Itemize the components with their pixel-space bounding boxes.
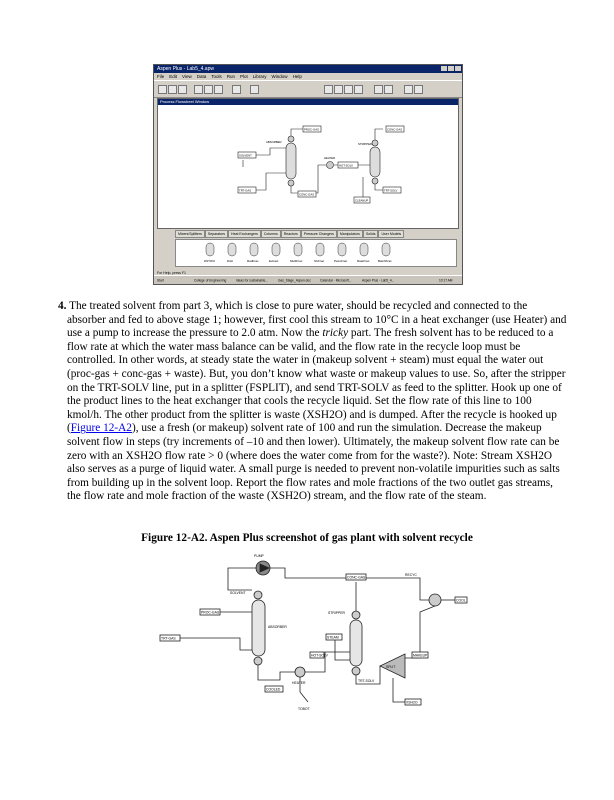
solvent-line <box>256 148 286 155</box>
menu-edit[interactable]: Edit <box>169 74 178 79</box>
hot-solv-label: HOT-SOLV <box>311 653 328 658</box>
stop-icon[interactable] <box>344 85 353 94</box>
split-to-cooler-line <box>405 606 435 658</box>
proc-gas-label: PROC-GAS <box>201 610 220 615</box>
recyc-label: RECYC <box>405 573 417 577</box>
cooled-label: COOLED <box>266 687 281 692</box>
maximize-icon[interactable] <box>448 66 454 71</box>
results-icon[interactable] <box>374 85 383 94</box>
absorber-condenser-icon <box>288 136 294 142</box>
extract-label: Extract <box>269 259 279 263</box>
menu-run[interactable]: Run <box>226 74 236 79</box>
save-icon[interactable] <box>178 85 187 94</box>
tab-manipulators[interactable]: Manipulators <box>337 230 363 238</box>
status-bar: For Help, press F1 <box>157 271 186 275</box>
heater-label: HEATER <box>324 156 336 160</box>
tab-user-models[interactable]: User Models <box>378 230 404 238</box>
item-number: 4. <box>58 300 67 312</box>
heater-icon <box>295 667 305 677</box>
taskbar-item-gas-stage[interactable]: Gas_Stage_Aspen.doc <box>278 278 311 283</box>
absorber-block[interactable] <box>286 143 296 179</box>
conc-gas-label: CONC-GAS <box>347 575 366 580</box>
cool-label: COOL <box>456 598 466 603</box>
menu-window[interactable]: Window <box>271 74 288 79</box>
menu-library[interactable]: Library <box>252 74 267 79</box>
radfrac-label: RadFrac <box>247 259 259 263</box>
taskbar <box>154 275 462 284</box>
proc-gas-label: PROC-GAS <box>304 127 319 132</box>
tobot-label: TOBOT <box>298 707 310 711</box>
radfrac-icon[interactable] <box>250 243 258 256</box>
petrofrac-label: PetroFrac <box>334 259 348 263</box>
tab-reactors[interactable]: Reactors <box>281 230 301 238</box>
absorber-bottom-hx-icon <box>254 657 262 665</box>
steam-label: STEAM <box>327 635 339 640</box>
model-library-tabs <box>175 230 455 238</box>
reinit-icon[interactable] <box>354 85 363 94</box>
heater-block[interactable] <box>327 162 334 169</box>
proc-gas-line <box>291 129 303 136</box>
menu-help[interactable]: Help <box>292 74 302 79</box>
trt-solv-label: TRT-SOLV <box>384 188 398 193</box>
absorber-bottom-line <box>258 665 295 680</box>
absorber-reboiler-icon <box>288 180 294 186</box>
taskbar-item-calendar[interactable]: Calendar - Microsoft... <box>320 278 352 283</box>
item-text-part3: ), use a fresh (or makeup) solvent rate of 100 and run the simulation. Decrease the makeup solvent flow in steps (try increments of –10 and then lower). Ultimately, the makeup solvent flow rate can be zero with an XSH2O flow rate > 0 (where does the water come from for the waste?). Note: Stream XSH2O also serves as a purge of liquid water. A small purge is needed to prevent non-volatile impurities such as salts from building up in the solvent loop. Report the flow rates and mole fractions of the two outlet gas streams, the flow rate and mole fraction of the waste (XSH2O) stream, and the flow rate of the steam. <box>67 422 560 503</box>
flowsheet-diagram[interactable] <box>158 105 456 226</box>
dstwu-label: DSTWU <box>204 259 215 263</box>
batchfrac-icon[interactable] <box>382 243 390 256</box>
aspen-screenshot <box>153 64 463 285</box>
absorber-column <box>252 600 265 656</box>
item-emphasis: tricky <box>322 327 349 340</box>
cut-icon[interactable] <box>194 85 203 94</box>
distl-label: Distl <box>227 259 233 263</box>
scfrac-icon[interactable] <box>316 243 324 256</box>
petrofrac-icon[interactable] <box>338 243 346 256</box>
tab-columns[interactable]: Columns <box>261 230 281 238</box>
window-title: Aspen Plus - Lab5_4.apw <box>157 66 214 72</box>
taskbar-item-ideas[interactable]: Ideas for sustainable... <box>236 278 269 283</box>
absorber-label: ABSORBER <box>268 625 287 629</box>
stripper-reboiler-icon <box>372 178 378 184</box>
figure-12-a2-link[interactable]: Figure 12-A2 <box>70 422 132 435</box>
taskbar-item-aspen[interactable]: Aspen Plus - Lab5_4... <box>362 278 395 283</box>
setup-icon[interactable] <box>414 85 423 94</box>
window-title-bar <box>154 65 462 73</box>
trt-gas-label: TRT-GAS <box>161 636 176 641</box>
zoom-icon[interactable] <box>250 85 259 94</box>
taskbar-item-college[interactable]: College of Engineering <box>194 278 227 283</box>
heater-label: HEATER <box>292 681 306 685</box>
taskbar-items <box>154 276 462 284</box>
cooler-icon <box>429 594 441 606</box>
extract-icon[interactable] <box>272 243 280 256</box>
xsh2o-line <box>393 678 405 702</box>
minimize-icon[interactable] <box>441 66 447 71</box>
trt-solv-line <box>375 184 383 190</box>
tab-pressure-changers[interactable]: Pressure Changers <box>301 230 337 238</box>
stripper-condenser-icon <box>372 140 378 146</box>
pump-to-absorber-line <box>228 568 256 590</box>
item-4-paragraph <box>58 300 568 504</box>
ratefrac-icon[interactable] <box>360 243 368 256</box>
toolbar <box>154 80 462 98</box>
tab-heat-exchangers[interactable]: Heat Exchangers <box>228 230 261 238</box>
tab-mixers-splitters[interactable]: Mixers/Splitters <box>175 230 205 238</box>
conc-gas-line <box>375 129 383 140</box>
window-controls <box>441 66 461 71</box>
figure-caption: Figure 12-A2. Aspen Plus screenshot of gas plant with solvent recycle <box>141 532 473 544</box>
conc-gas-bottom-label: CONC-GAS <box>299 192 315 197</box>
ratefrac-label: RateFrac <box>357 259 370 263</box>
item-text-part1: The treated solvent from part 3, which is close to pure water, should be recycled and connected to the absorber and fed to above stage 1; however, first cool this stream to 10°C in a heat exchanger (use Heater) and use a pump to increase the pressure to 2.0 atm. Now the <box>66 300 567 340</box>
multifrac-icon[interactable] <box>294 243 302 256</box>
run-icon[interactable] <box>324 85 333 94</box>
split-label: SPLIT <box>386 665 396 669</box>
recycle-flowsheet <box>150 552 468 742</box>
trt-gas-line <box>256 173 286 190</box>
stripper-top-hx-icon <box>352 611 360 619</box>
start-button[interactable]: Start <box>157 278 164 283</box>
tab-solids[interactable]: Solids <box>363 230 379 238</box>
new-file-icon[interactable] <box>158 85 167 94</box>
makeup-label: MAKEUP <box>413 653 428 658</box>
menu-data[interactable]: Data <box>196 74 207 79</box>
stripper-label: STRIPPER <box>328 611 345 615</box>
flowsheet-title: Process Flowsheet Window <box>158 99 458 105</box>
multifrac-label: MultiFrac <box>290 259 303 263</box>
next-icon[interactable] <box>384 85 393 94</box>
menu-bar <box>154 73 462 80</box>
scfrac-label: SCFrac <box>314 259 325 263</box>
stripper-label: STRIPPER <box>358 142 372 146</box>
taskbar-clock: 10:17 AM <box>439 278 453 283</box>
open-icon[interactable] <box>168 85 177 94</box>
distl-icon[interactable] <box>228 243 236 256</box>
close-icon[interactable] <box>455 66 461 71</box>
check-icon[interactable] <box>404 85 413 94</box>
item-text-part2: part. The fresh solvent has to be reduced to a flow rate at which the water mass balance can be valid, and the flow rate in the recycle loop must be controlled. In other words, at steady state the water in (makeup solvent + steam) must equal the water out (proc-gas + conc-gas + waste). But, you don’t know what waste or makeup values to use. So, after the stripper on the TRT-SOLV line, put in a splitter (FSPLIT), and send TRT-SOLV as feed to the splitter. Hook up one of the product lines to the heat exchanger that cools the recycle liquid. Set the flow rate of this line to 100 kmol/h. The other product from the splitter is waste (XSH2O) and is dumped. After the recycle is hooked up ( <box>67 327 566 435</box>
process-flowsheet-window <box>157 98 459 229</box>
absorber-label: ABSORBER <box>266 140 282 144</box>
figure-12-a2 <box>150 552 468 742</box>
solvent-label: SOLVENT <box>230 591 246 595</box>
conc-gas-label: CONC-GAS <box>387 127 403 132</box>
xsh2o-label: XSH2O <box>406 700 418 705</box>
undo-icon[interactable] <box>232 85 241 94</box>
steam-line <box>335 640 350 660</box>
step-icon[interactable] <box>334 85 343 94</box>
cleanup-label: CLEANUP <box>355 198 369 203</box>
trt-gas-label: TRT-GAS <box>239 188 252 193</box>
menu-tools[interactable]: Tools <box>211 74 222 79</box>
model-library-palette <box>175 239 457 267</box>
stripper-column <box>350 620 362 666</box>
trt-solv-label: TRT-SOLV <box>358 679 375 683</box>
library-items <box>176 240 456 266</box>
menu-file[interactable]: File <box>157 74 165 79</box>
tab-separators[interactable]: Separators <box>205 230 228 238</box>
trt-gas-line <box>180 638 252 650</box>
menu-view[interactable]: View <box>182 74 192 79</box>
dstwu-icon[interactable] <box>206 243 214 256</box>
solvent-label: SOLVENT <box>239 153 252 158</box>
batchfrac-label: BatchFrac <box>378 259 392 263</box>
absorber-top-hx-icon <box>254 591 262 599</box>
paste-icon[interactable] <box>214 85 223 94</box>
stripper-bottom-hx-icon <box>352 667 360 675</box>
hot-solv-label: HOT-SOLV <box>339 163 353 168</box>
pump-label: PUMP <box>254 554 264 558</box>
copy-icon[interactable] <box>204 85 213 94</box>
menu-plot[interactable]: Plot <box>240 74 248 79</box>
stripper-block[interactable] <box>370 147 380 177</box>
